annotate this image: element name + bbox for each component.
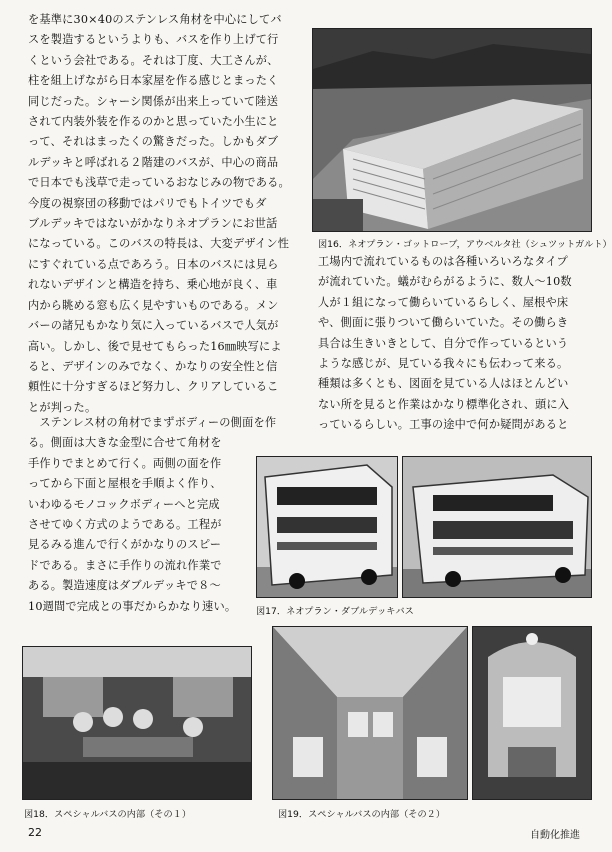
- fig18-caption: 図18．スペシャルバスの内部（その１）: [24, 809, 192, 820]
- fig19-caption: 図19．スペシャルバスの内部（その２）: [278, 809, 446, 820]
- fig16-caption: 図16．ネオプラン・ゴットローブ，アウベルタ社（シュツットガルト）: [318, 239, 612, 250]
- text-line: っているらしい。工事の途中で何か疑問があると: [318, 418, 569, 432]
- fig18-bus-interior-photo: [22, 646, 252, 800]
- text-line: ると、デザインのみでなく、かなりの安全性と信: [28, 359, 278, 373]
- journal-name: 自動化推進: [530, 830, 580, 841]
- fig16-factory-aerial-photo: [312, 28, 592, 232]
- text-line: 内から眺める窓も広く見やすいものである。メン: [28, 298, 279, 312]
- fig17-bus-photo-right: [402, 456, 592, 598]
- fig19-bus-interior-photo-left: [272, 626, 468, 800]
- column-1-bottom-text: [28, 413, 277, 617]
- text-line: 種類は多くとも、図面を見ている人はほとんどい: [318, 377, 569, 391]
- text-line: くという会社である。それは丁度、大工さんが、: [28, 53, 279, 67]
- text-line: 見るみる進んで行くがかなりのスピー: [28, 538, 222, 552]
- text-line: 柱を組上げながら日本家屋を作る感じとまったく: [28, 74, 279, 88]
- text-line: れないデザインと構造を持ち、乗心地が良く、車: [28, 278, 278, 292]
- text-line: 頼性に十分すぎるほど努力し、クリアしているこ: [28, 380, 279, 394]
- text-line: 高い。しかし、後で見せてもらった16㎜映写によ: [28, 339, 282, 353]
- text-line: されて内装外装を作るのかと思っていた小生にと: [28, 115, 279, 129]
- text-line: ような感じが、見ている我々にも伝わって来る。: [318, 357, 569, 371]
- text-line: ある。製造速度はダブルデッキで８～: [28, 579, 221, 593]
- text-line: 同じだった。シャーシ関係が出来上っていて陸送: [28, 94, 279, 108]
- text-line: にすぐれている点であろう。日本のバスには見ら: [28, 257, 279, 271]
- column-1-top-text: [28, 10, 298, 418]
- text-line: バーの諸兄もかなり気に入っているバスで人気が: [28, 319, 279, 333]
- text-line: 人が１組になって働らいているらしく、屋根や床: [318, 295, 569, 309]
- fig19-bus-interior-photo-right: [472, 626, 592, 800]
- text-line: が流れていた。蟻がむらがるように、数人～10数: [318, 275, 572, 289]
- text-line: って、それはまったくの驚きだった。しかもダブ: [28, 135, 279, 149]
- text-line: 具合は生きいきとして、自分で作っているという: [318, 336, 569, 350]
- text-line: いわゆるモノコックボディーへと完成: [28, 497, 220, 511]
- text-line: ってから下面と屋根を手順よく作り、: [28, 477, 222, 491]
- text-line: とが判った。: [28, 400, 97, 414]
- text-line: ドである。まさに手作りの流れ作業で: [28, 558, 222, 572]
- text-line: スを製造するというよりも、バスを作り上げて行: [28, 33, 279, 47]
- text-line: 工場内で流れているものは各種いろいろなタイプ: [318, 255, 568, 268]
- text-line: させてゆく方式のようである。工程が: [28, 518, 222, 532]
- text-line: 今度の視察団の移動ではパリでもトイツでもダ: [28, 196, 267, 210]
- text-line: ブルデッキではないがかなりネオプランにお世話: [28, 217, 278, 231]
- fig17-bus-photo-left: [256, 456, 398, 598]
- text-line: る。側面は大きな金型に合せて角材を: [28, 436, 222, 450]
- text-line: 手作りでまとめて行く。両側の面を作: [28, 456, 222, 470]
- text-line: ルデッキと呼ばれる２階建のバスが、中心の商品: [28, 155, 279, 169]
- text-line: になっている。このバスの特長は、大変デザイン性: [28, 237, 290, 251]
- column-2-text: [318, 252, 588, 436]
- text-line: で日本でも浅草で走っているおなじみの物である。: [28, 176, 290, 190]
- text-line: ない所を見ると作業はかなり標準化され、頭に入: [318, 397, 570, 411]
- text-line: や、側面に張りついて働らいていた。その働らき: [318, 316, 569, 330]
- text-line: を基準に30×40のステンレス角材を中心にしてバ: [28, 13, 282, 26]
- page-number: 22: [28, 826, 42, 839]
- fig17-caption: 図17．ネオプラン・ダブルデッキバス: [256, 606, 414, 617]
- text-line: 10週間で完成との事だからかなり速い。: [28, 599, 237, 613]
- text-line: ステンレス材の角材でまずボディーの側面を作: [28, 416, 277, 429]
